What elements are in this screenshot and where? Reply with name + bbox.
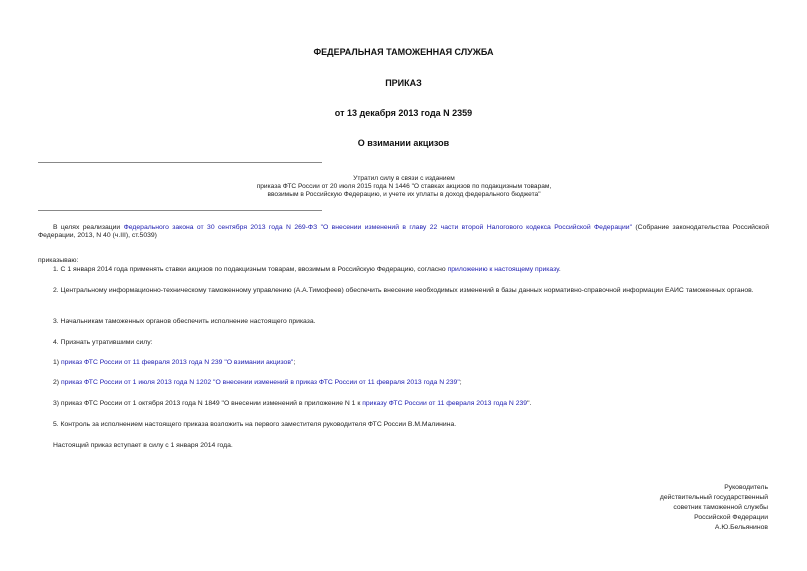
order-word: приказываю: — [38, 257, 79, 264]
preamble-prefix: В целях реализации — [53, 224, 124, 231]
document-type: ПРИКАЗ — [385, 78, 422, 88]
signature-line-3: советник таможенной службы — [673, 504, 768, 511]
item-5: 5. Контроль за исполнением настоящего приказа возложить на первого заместителя руководителя ФТС России В.М.Малинина. — [53, 421, 457, 428]
repealed-item-1-num: 1) — [53, 359, 61, 366]
divider-top — [38, 162, 322, 163]
order-239-link[interactable]: приказ ФТС России от 11 февраля 2013 года N 239 "О взимании акцизов" — [60, 359, 294, 366]
repealed-item-3 — [53, 400, 769, 408]
repealed-item-2-num: 2) — [53, 379, 61, 386]
item-1-text: 1. С 1 января 2014 года применять ставки акцизов по подакцизным товарам, ввозимым в Российскую Федерацию, согласно — [53, 266, 448, 273]
repeal-note — [200, 175, 608, 200]
order-1202-link[interactable]: приказ ФТС России от 1 июля 2013 года N 1202 "О внесении изменений в приказ ФТС России от 11 февраля 2013 года N 239" — [60, 379, 460, 386]
divider-bottom — [38, 210, 322, 211]
item-2: 2. Центральному информационно-техническому таможенному управлению (А.А.Тимофеев) обеспечить внесение необходимых изменений в базы данных нормативно-справочной информации ЕАИС таможенных органов. — [53, 287, 754, 294]
repeal-note-line-1: Утратил силу в связи с изданием — [353, 175, 455, 182]
agency-title: ФЕДЕРАЛЬНАЯ ТАМОЖЕННАЯ СЛУЖБА — [313, 47, 494, 57]
repealed-item-1-end: ; — [293, 359, 296, 366]
preamble-suffix: (Собрание законодательства Российской Федерации, 2013, N 40 (ч.III), ст.5039) — [38, 224, 770, 240]
document-subject: О взимании акцизов — [357, 138, 450, 148]
signature-name: А.Ю.Бельянинов — [714, 524, 768, 531]
item-4: 4. Признать утратившими силу: — [53, 339, 153, 346]
effective-date: Настоящий приказ вступает в силу с 1 января 2014 года. — [53, 442, 233, 449]
repealed-item-2-end: ; — [459, 379, 462, 386]
repeal-note-line-2: приказа ФТС России от 20 июля 2015 года N 1446 "О ставках акцизов по подакцизным товарам, — [256, 183, 552, 191]
signature-line-1: Руководитель — [724, 484, 768, 491]
document-date-number: от 13 декабря 2013 года N 2359 — [334, 108, 473, 118]
repealed-item-3-text: 3) приказ ФТС России от 1 октября 2013 года N 1849 "О внесении изменений в приложение N 1 к — [53, 400, 363, 407]
repealed-item-3-end: ". — [527, 400, 532, 407]
repealed-item-1 — [53, 359, 769, 367]
order-239-reference-link[interactable]: приказу ФТС России от 11 февраля 2013 года N 239 — [362, 400, 528, 407]
item-1 — [53, 266, 769, 274]
signature-line-4: Российской Федерации — [694, 514, 768, 521]
item-1-end: . — [558, 266, 561, 273]
federal-law-link[interactable]: Федерального закона от 30 сентября 2013 года N 269-ФЗ "О внесении изменений в главу 22 части второй Налогового кодекса Российской Федерации" — [123, 224, 633, 231]
item-3: 3. Начальникам таможенных органов обеспечить исполнение настоящего приказа. — [53, 318, 316, 325]
appendix-link[interactable]: приложению к настоящему приказу — [447, 266, 559, 273]
repeal-note-line-3: ввозимым в Российскую Федерацию, и учете их уплаты в доход федерального бюджета" — [267, 191, 541, 199]
preamble-paragraph — [38, 224, 769, 241]
signature-line-2: действительный государственный — [659, 494, 768, 501]
repealed-item-2 — [53, 379, 769, 387]
signature-block — [560, 483, 768, 533]
